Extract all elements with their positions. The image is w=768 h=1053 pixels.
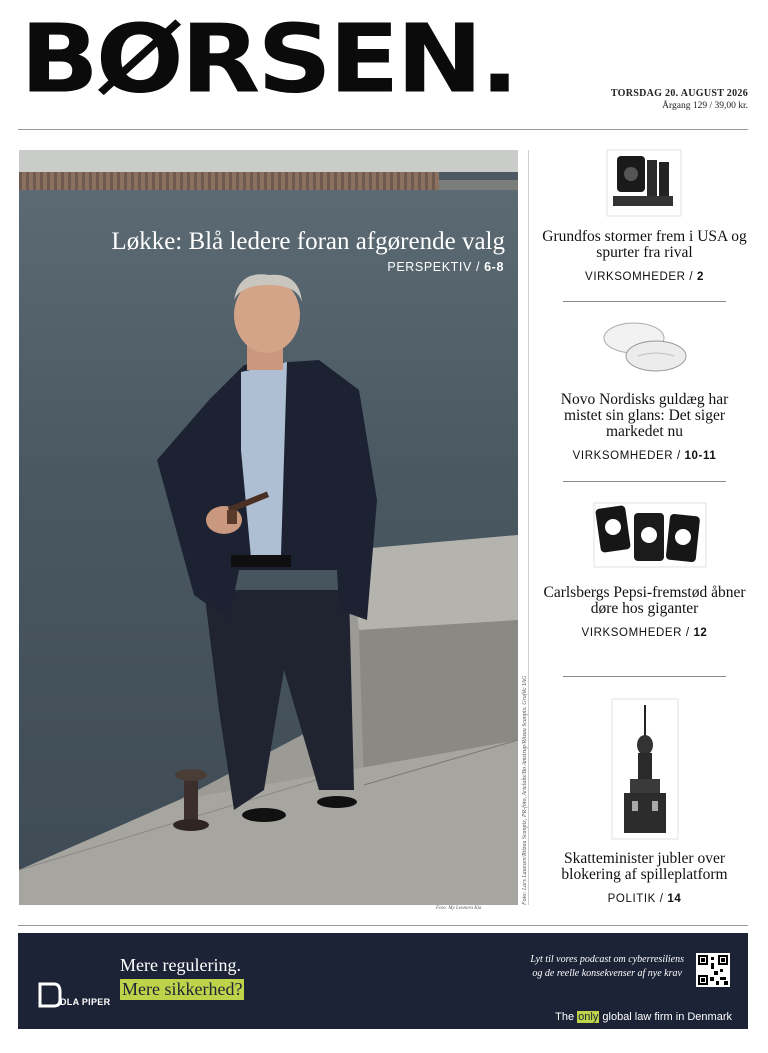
ad-banner[interactable] [18,933,748,1029]
story-section-ref: VIRKSOMHEDER / 10-11 [572,450,717,462]
cans-icon [590,497,710,573]
masthead-divider [18,129,748,130]
ad-brand: DLA PIPER [60,997,111,1007]
story-section-ref: POLITIK / 14 [607,893,682,905]
issue-info: Årgang 129 / 39,00 kr. [662,101,748,111]
story-divider [563,676,726,677]
story-title: Grundfos stormer frem i USA og spurter fra rival [542,228,747,261]
story-section-ref: VIRKSOMHEDER / 12 [581,627,708,639]
story-title: Novo Nordisks guldæg har mistet sin glans: Det siger markedet nu [560,391,729,440]
pump-icon [603,146,683,218]
lead-section: PERSPEKTIV [387,260,472,274]
lead-photo[interactable] [19,150,518,905]
ad-tagline: The only global law firm in Denmark [555,1011,732,1023]
story-carlsberg[interactable] [541,585,748,639]
dla-piper-logo-icon [36,980,62,1010]
story-title: Carlsbergs Pepsi-fremstød åbner døre hos giganter [543,584,746,617]
column-divider [528,150,529,905]
ad-slogan-1: Mere regulering. [120,955,241,975]
spire-icon [610,697,680,847]
story-skat[interactable] [541,851,748,905]
dateline [611,88,748,111]
borsen-logo[interactable]: BØRSEN. [20,4,516,114]
footer-divider [18,925,748,926]
qr-code-icon[interactable] [696,953,730,987]
story-divider [563,301,726,302]
lead-headline[interactable]: Løkke: Blå ledere foran afgørende valg [111,228,505,255]
lead-pages: 6-8 [484,260,504,274]
story-divider [563,481,726,482]
story-section-ref: VIRKSOMHEDER / 2 [585,271,704,283]
story-title: Skatteminister jubler over blokering af spilleplatform [561,850,728,883]
pill-icon [598,316,690,380]
lead-section-ref[interactable]: PERSPEKTIV / 6-8 [387,260,504,274]
ad-podcast-text: Lyt til vores podcast om cyberresiliens og de reelle konsekvenser af nye krav [530,954,684,979]
masthead [18,4,748,115]
issue-date: TORSDAG 20. AUGUST 2026 [610,88,748,99]
photo-credit: Foto: My Leonora Kia [436,906,482,911]
story-grundfos[interactable] [541,229,748,283]
story-novo[interactable] [541,392,748,462]
ad-slogan-2: Mere sikkerhed? [122,979,243,999]
